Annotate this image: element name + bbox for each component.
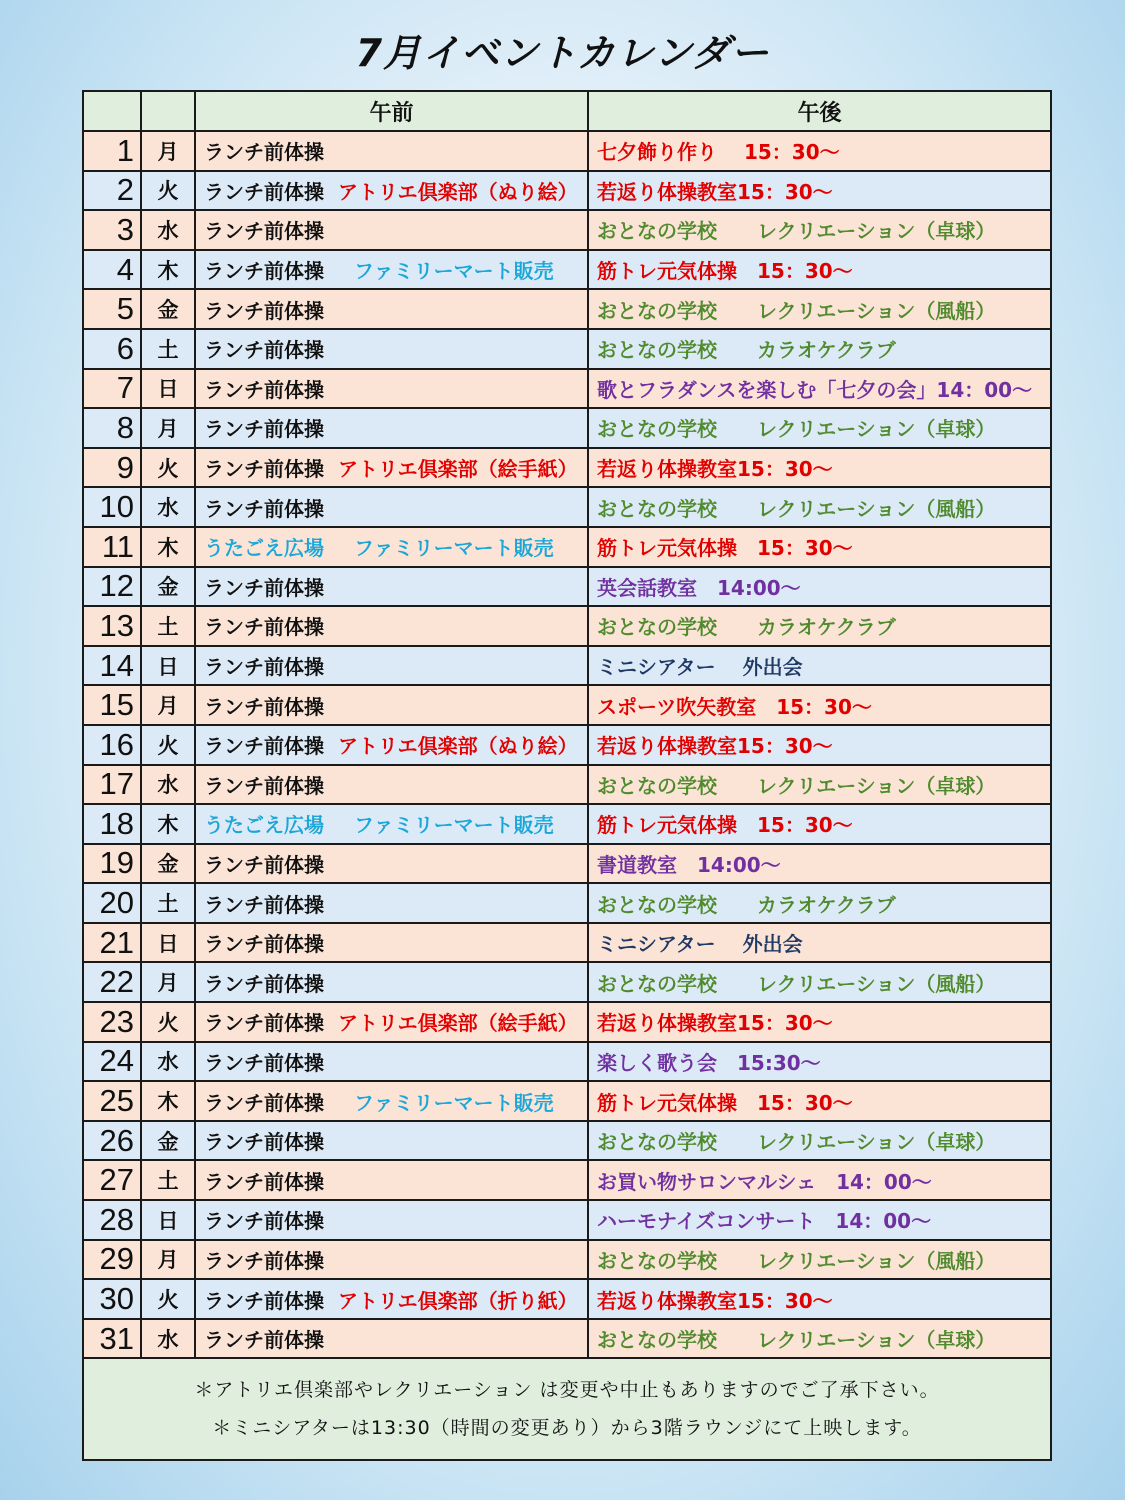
table-row [83,844,1051,884]
day-of-week: 土 [141,606,195,646]
day-of-week: 水 [141,210,195,250]
day-of-week: 月 [141,408,195,448]
am-event: ランチ前体操 [204,655,324,680]
day-number: 6 [83,329,141,369]
day-of-week: 日 [141,646,195,686]
am-event: ランチ前体操 [204,219,324,244]
header-dow [141,91,195,131]
pm-event: 英会話教室 14:00～ [588,567,1051,607]
am-cell [195,923,588,963]
table-row [83,567,1051,607]
pm-event: ハーモナイズコンサート 14：00～ [588,1200,1051,1240]
table-row [83,685,1051,725]
am-cell [195,1002,588,1042]
pm-event: 歌とフラダンスを楽しむ「七夕の会」14：00～ [588,369,1051,409]
table-row [83,289,1051,329]
day-of-week: 火 [141,1002,195,1042]
day-of-week: 火 [141,171,195,211]
table-row [83,487,1051,527]
day-number: 9 [83,448,141,488]
am-extra-event: ファミリーマート販売 [354,1090,554,1115]
table-row [83,804,1051,844]
note-line: ＊アトリエ倶楽部やレクリエーション は変更や中止もありますのでご了承下さい。 [194,1379,940,1402]
day-number: 1 [83,131,141,171]
day-of-week: 火 [141,448,195,488]
am-event: ランチ前体操 [204,1130,324,1155]
am-cell [195,1081,588,1121]
am-event: ランチ前体操 [204,259,324,284]
table-row [83,1319,1051,1359]
am-cell [195,408,588,448]
am-extra-event: アトリエ倶楽部（ぬり絵） [338,734,578,759]
table-row [83,250,1051,290]
pm-event: 筋トレ元気体操 15：30～ [588,250,1051,290]
am-cell [195,289,588,329]
am-cell [195,844,588,884]
table-row [83,369,1051,409]
day-of-week: 土 [141,883,195,923]
am-event: ランチ前体操 [204,338,324,363]
day-number: 13 [83,606,141,646]
am-cell [195,606,588,646]
am-event: ランチ前体操 [204,852,324,877]
table-row [83,765,1051,805]
pm-event: スポーツ吹矢教室 15：30～ [588,685,1051,725]
table-row [83,408,1051,448]
am-cell [195,1121,588,1161]
am-extra-event: ファミリーマート販売 [354,813,554,838]
day-of-week: 火 [141,725,195,765]
day-of-week: 日 [141,923,195,963]
day-number: 24 [83,1042,141,1082]
am-extra-event: アトリエ倶楽部（ぬり絵） [338,179,578,204]
am-cell [195,725,588,765]
am-cell [195,646,588,686]
table-row [83,1002,1051,1042]
pm-event: 書道教室 14:00～ [588,844,1051,884]
table-row [83,329,1051,369]
am-event: ランチ前体操 [204,298,324,323]
pm-event: おとなの学校 レクリエーション（風船） [588,289,1051,329]
day-number: 8 [83,408,141,448]
am-cell [195,131,588,171]
pm-event: 若返り体操教室15：30～ [588,448,1051,488]
header-pm: 午後 [588,91,1051,131]
day-number: 23 [83,1002,141,1042]
am-event: ランチ前体操 [204,496,324,521]
am-extra-event: ファミリーマート販売 [354,536,554,561]
day-of-week: 水 [141,1319,195,1359]
day-of-week: 水 [141,487,195,527]
table-row [83,131,1051,171]
day-number: 16 [83,725,141,765]
day-number: 4 [83,250,141,290]
am-cell [195,962,588,1002]
table-row [83,1121,1051,1161]
pm-event: ミニシアター 外出会 [588,646,1051,686]
pm-event: 若返り体操教室15：30～ [588,1002,1051,1042]
table-row [83,448,1051,488]
header-day [83,91,141,131]
pm-event: おとなの学校 レクリエーション（卓球） [588,210,1051,250]
am-cell [195,210,588,250]
pm-event: おとなの学校 レクリエーション（風船） [588,962,1051,1002]
table-row [83,1160,1051,1200]
am-cell [195,804,588,844]
pm-event: おとなの学校 レクリエーション（卓球） [588,765,1051,805]
am-cell [195,171,588,211]
table-row [83,1240,1051,1280]
day-of-week: 月 [141,131,195,171]
pm-event: 若返り体操教室15：30～ [588,171,1051,211]
am-cell [195,1200,588,1240]
day-of-week: 水 [141,1042,195,1082]
day-number: 28 [83,1200,141,1240]
pm-event: 若返り体操教室15：30～ [588,725,1051,765]
am-extra-event: ファミリーマート販売 [354,259,554,284]
am-extra-event: アトリエ倶楽部（絵手紙） [338,1011,578,1036]
header-row [83,91,1051,131]
table-row [83,883,1051,923]
pm-event: 筋トレ元気体操 15：30～ [588,527,1051,567]
day-of-week: 木 [141,1081,195,1121]
am-event: ランチ前体操 [204,179,324,204]
page-title: 7月イベントカレンダー [355,31,770,75]
pm-event: お買い物サロンマルシェ 14：00～ [588,1160,1051,1200]
am-event: ランチ前体操 [204,1288,324,1313]
day-number: 25 [83,1081,141,1121]
am-extra-event: アトリエ倶楽部（絵手紙） [338,457,578,482]
day-number: 27 [83,1160,141,1200]
table-row [83,923,1051,963]
day-of-week: 木 [141,250,195,290]
table-row [83,962,1051,1002]
pm-event: おとなの学校 カラオケクラブ [588,606,1051,646]
day-of-week: 日 [141,369,195,409]
am-event: ランチ前体操 [204,1328,324,1353]
am-event: ランチ前体操 [204,1011,324,1036]
day-of-week: 月 [141,962,195,1002]
day-of-week: 水 [141,765,195,805]
am-event: ランチ前体操 [204,457,324,482]
day-number: 14 [83,646,141,686]
day-of-week: 金 [141,289,195,329]
am-event: ランチ前体操 [204,1248,324,1273]
am-event: ランチ前体操 [204,1209,324,1234]
am-extra-event: アトリエ倶楽部（折り紙） [338,1288,578,1313]
pm-event: 楽しく歌う会 15:30～ [588,1042,1051,1082]
pm-event: おとなの学校 レクリエーション（卓球） [588,408,1051,448]
pm-event: おとなの学校 レクリエーション（風船） [588,1240,1051,1280]
am-cell [195,765,588,805]
am-event: ランチ前体操 [204,1090,324,1115]
day-of-week: 金 [141,844,195,884]
am-event: うたごえ広場 [204,813,324,838]
am-event: ランチ前体操 [204,1050,324,1075]
pm-event: 筋トレ元気体操 15：30～ [588,804,1051,844]
am-cell [195,1240,588,1280]
am-cell [195,448,588,488]
day-number: 30 [83,1279,141,1319]
table-row [83,646,1051,686]
day-number: 2 [83,171,141,211]
day-number: 12 [83,567,141,607]
pm-event: ミニシアター 外出会 [588,923,1051,963]
am-event: ランチ前体操 [204,615,324,640]
day-of-week: 火 [141,1279,195,1319]
day-number: 29 [83,1240,141,1280]
table-row [83,1200,1051,1240]
pm-event: 七夕飾り作り 15：30～ [588,131,1051,171]
table-row [83,527,1051,567]
am-event: ランチ前体操 [204,377,324,402]
note-line: ＊ミニシアターは13:30（時間の変更あり）から3階ラウンジにて上映します。 [212,1417,922,1440]
day-of-week: 木 [141,527,195,567]
day-number: 20 [83,883,141,923]
am-cell [195,1160,588,1200]
table-row [83,210,1051,250]
am-cell [195,1279,588,1319]
notes-cell [83,1358,1051,1460]
day-number: 10 [83,487,141,527]
day-number: 7 [83,369,141,409]
am-cell [195,250,588,290]
day-of-week: 金 [141,1121,195,1161]
am-cell [195,685,588,725]
day-of-week: 月 [141,685,195,725]
day-number: 5 [83,289,141,329]
day-number: 21 [83,923,141,963]
am-event: ランチ前体操 [204,932,324,957]
am-cell [195,329,588,369]
table-row [83,1081,1051,1121]
am-event: ランチ前体操 [204,734,324,759]
am-event: ランチ前体操 [204,1169,324,1194]
am-event: ランチ前体操 [204,140,324,165]
table-row [83,606,1051,646]
day-of-week: 金 [141,567,195,607]
am-cell [195,883,588,923]
day-number: 3 [83,210,141,250]
am-cell [195,567,588,607]
table-row [83,1042,1051,1082]
am-cell [195,1319,588,1359]
am-cell [195,1042,588,1082]
day-number: 22 [83,962,141,1002]
am-event: ランチ前体操 [204,971,324,996]
day-number: 11 [83,527,141,567]
pm-event: おとなの学校 レクリエーション（風船） [588,487,1051,527]
am-event: ランチ前体操 [204,417,324,442]
day-number: 15 [83,685,141,725]
pm-event: 若返り体操教室15：30～ [588,1279,1051,1319]
pm-event: おとなの学校 カラオケクラブ [588,329,1051,369]
event-calendar-table [82,90,1052,1461]
day-number: 18 [83,804,141,844]
day-number: 17 [83,765,141,805]
am-cell [195,369,588,409]
pm-event: おとなの学校 カラオケクラブ [588,883,1051,923]
notes-row [83,1358,1051,1460]
pm-event: 筋トレ元気体操 15：30～ [588,1081,1051,1121]
day-of-week: 土 [141,329,195,369]
day-of-week: 木 [141,804,195,844]
day-of-week: 日 [141,1200,195,1240]
pm-event: おとなの学校 レクリエーション（卓球） [588,1319,1051,1359]
header-am: 午前 [195,91,588,131]
am-event: ランチ前体操 [204,694,324,719]
table-row [83,725,1051,765]
am-cell [195,527,588,567]
am-event: ランチ前体操 [204,575,324,600]
am-event: うたごえ広場 [204,536,324,561]
table-row [83,1279,1051,1319]
day-number: 31 [83,1319,141,1359]
table-row [83,171,1051,211]
day-number: 19 [83,844,141,884]
am-event: ランチ前体操 [204,892,324,917]
am-event: ランチ前体操 [204,773,324,798]
am-cell [195,487,588,527]
day-number: 26 [83,1121,141,1161]
day-of-week: 月 [141,1240,195,1280]
calendar-body [83,131,1051,1358]
pm-event: おとなの学校 レクリエーション（卓球） [588,1121,1051,1161]
day-of-week: 土 [141,1160,195,1200]
